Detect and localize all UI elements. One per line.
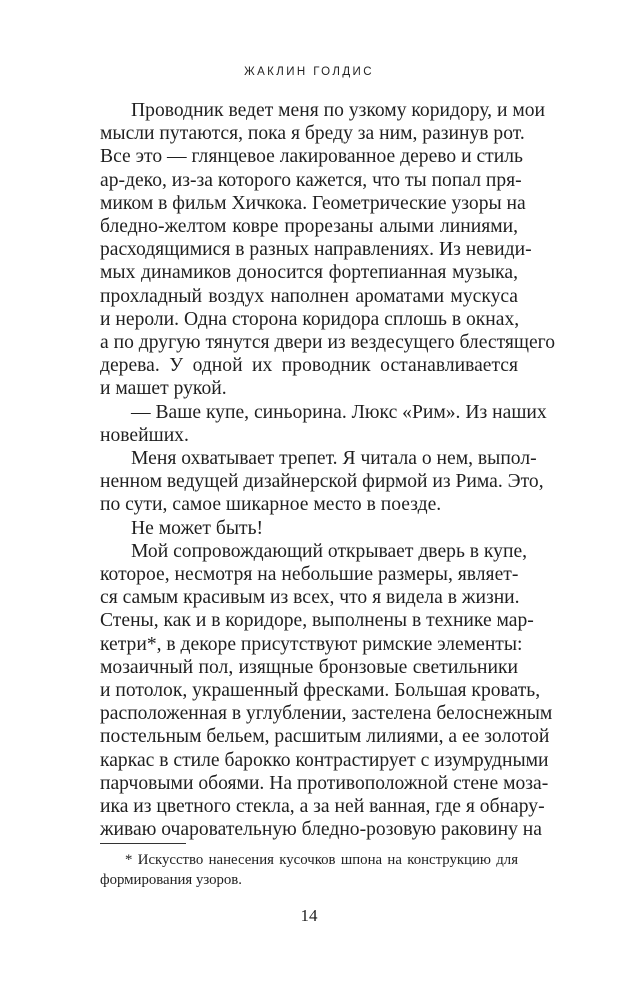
text-line: Все это — глянцевое лакированное дерево и стиль: [100, 146, 523, 168]
text-line: дерева. У одной их проводник останавливается: [100, 355, 518, 377]
running-header: ЖАКЛИН ГОЛДИС: [244, 66, 374, 78]
body-text: [100, 99, 556, 842]
text-line: и потолок, украшенный фресками. Большая кровать,: [100, 680, 541, 702]
text-line: и машет рукой.: [100, 378, 227, 400]
text-line: каркас в стиле барокко контрастирует с изумрудными: [100, 749, 549, 771]
text-line: которое, несмотря на небольшие размеры, являет-: [100, 564, 519, 586]
footnote-line: * Искусство нанесения кусочков шпона на конструкцию для: [125, 852, 518, 868]
text-line: Мой сопровождающий открывает дверь в купе,: [131, 540, 528, 562]
text-line: расположенная в углублении, застелена белоснежным: [100, 703, 553, 725]
text-line: а по другую тянутся двери из вездесущего блестящего: [100, 332, 556, 354]
text-line: — Ваше купе, синьорина. Люкс «Рим». Из наших: [131, 401, 547, 423]
text-line: ика из цветного стекла, а за ней ванная, где я обнару-: [100, 796, 545, 818]
text-line: миком в фильм Хичкока. Геометрические узоры на: [100, 192, 526, 214]
text-line: ся самым красивым из всех, что я видела в жизни.: [100, 587, 520, 609]
text-line: живаю очаровательную бледно-розовую раковину на: [100, 819, 542, 841]
text-line: кетри*, в декоре присутствуют римские элементы:: [100, 633, 523, 655]
text-line: мысли путаются, пока я бреду за ним, разинув рот.: [100, 123, 525, 145]
text-line: мых динамиков доносится фортепианная музыка,: [100, 262, 518, 284]
text-line: Не может быть!: [131, 517, 264, 539]
text-line: расходящимися в разных направлениях. Из невиди-: [100, 239, 532, 261]
text-line: Проводник ведет меня по узкому коридору, и мои: [131, 100, 546, 121]
text-line: новейших.: [100, 424, 189, 446]
text-line: Стены, как и в коридоре, выполнены в технике мар-: [100, 610, 534, 632]
text-line: ненном ведущей дизайнерской фирмой из Рима. Это,: [100, 471, 544, 493]
footnote-line: формирования узоров.: [100, 871, 242, 888]
page-number: 14: [300, 906, 318, 925]
text-line: по сути, самое шикарное место в поезде.: [100, 494, 442, 516]
footnote-separator: [100, 843, 186, 844]
text-line: постельным бельем, расшитым лилиями, а ее золотой: [100, 726, 550, 748]
text-line: Меня охватывает трепет. Я читала о нем, выпол-: [131, 448, 537, 470]
footnote: [100, 851, 518, 890]
text-line: прохладный воздух наполнен ароматами мускуса: [100, 285, 518, 307]
text-line: бледно-желтом ковре прорезаны алыми линиями,: [100, 216, 518, 238]
text-line: парчовыми обоями. На противоположной стене моза-: [100, 772, 549, 794]
text-line: и нероли. Одна сторона коридора сплошь в окнах,: [100, 308, 520, 330]
text-line: мозаичный пол, изящные бронзовые светильники: [100, 656, 518, 678]
text-line: ар-деко, из-за которого кажется, что ты попал пря-: [100, 169, 522, 191]
